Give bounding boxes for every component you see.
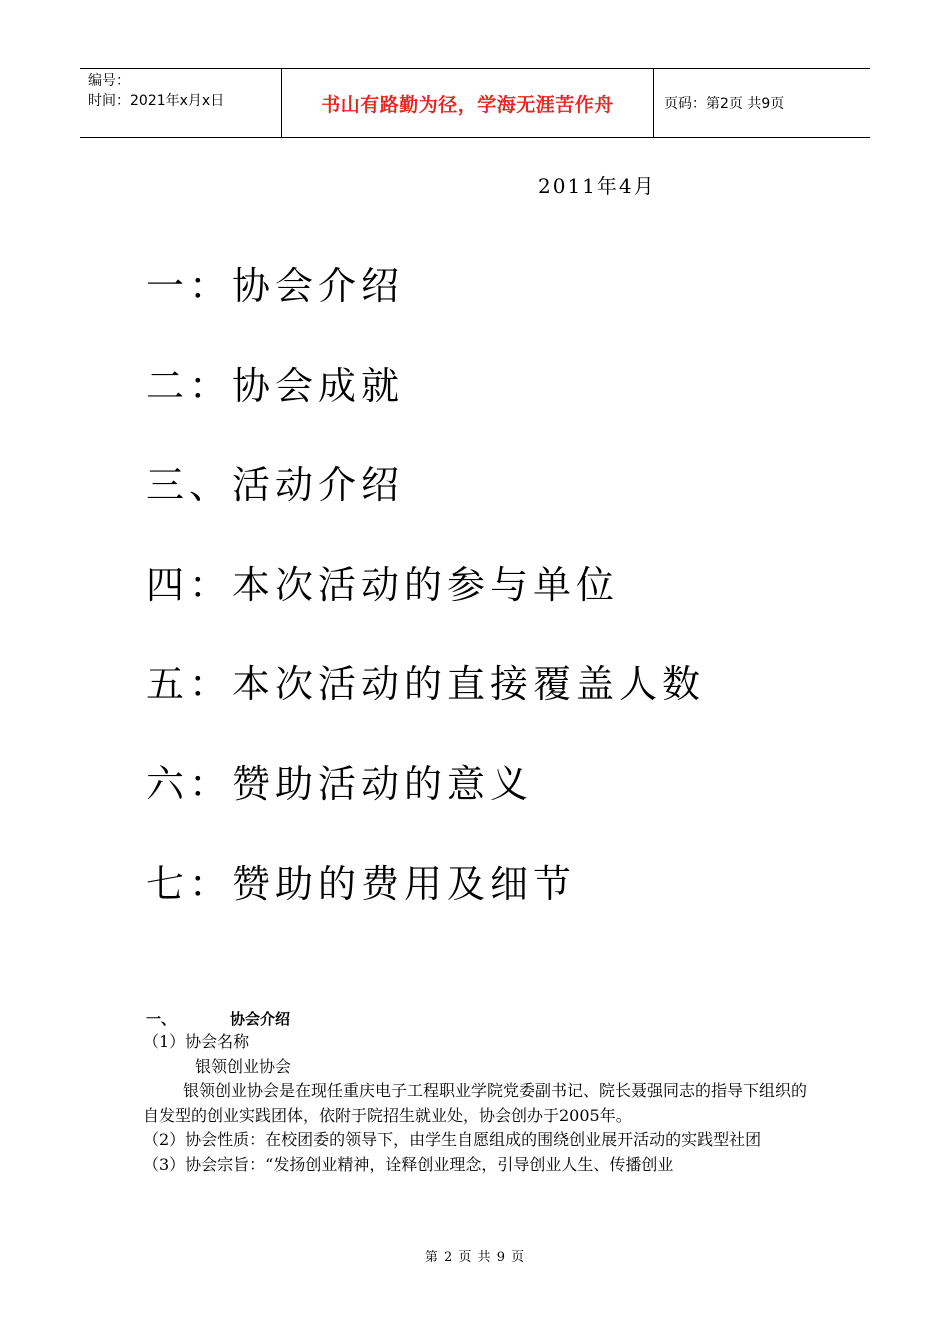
toc-item: 一：协会介绍 — [146, 264, 405, 308]
document-header — [80, 68, 870, 138]
section-heading — [146, 1008, 290, 1029]
footer-page-number: 第 2 页 共 9 页 — [424, 1250, 526, 1265]
toc-item: 三、活动介绍 — [146, 463, 405, 508]
serial-label: 编号： — [88, 73, 130, 89]
page-code: 页码：第2页 共9页 — [664, 96, 785, 112]
table-of-contents — [146, 258, 705, 955]
paragraph: （1）协会名称 — [143, 1032, 250, 1051]
header-motto-cell — [282, 69, 654, 137]
body-text — [143, 1030, 811, 1177]
header-page-cell — [654, 69, 870, 137]
paragraph: （2）协会性质：在校团委的领导下，由学生自愿组成的围绕创业展开活动的实践型社团 — [143, 1130, 762, 1149]
section-title: 协会介绍 — [230, 1010, 291, 1028]
toc-item: 五：本次活动的直接覆盖人数 — [146, 662, 706, 707]
section-number: 一、 — [146, 1010, 177, 1028]
paragraph: 银领创业协会是在现任重庆电子工程职业学院党委副书记、院长聂强同志的指导下组织的自发型的创业实践团体，依附于院招生就业处，协会创办于2005年。 — [143, 1081, 808, 1125]
time-label: 时间：2021年x月x日 — [88, 93, 225, 109]
header-meta — [80, 69, 282, 137]
toc-item: 七：赞助的费用及细节 — [146, 861, 577, 906]
paragraph: （3）协会宗旨：“发扬创业精神，诠释创业理念，引导创业人生、传播创业 — [143, 1154, 674, 1174]
toc-item: 四：本次活动的参与单位 — [146, 562, 620, 607]
toc-item: 六：赞助活动的意义 — [146, 761, 534, 806]
page-footer — [0, 1246, 950, 1265]
toc-item: 二：协会成就 — [146, 363, 405, 408]
document-date: 2011年4月 — [538, 174, 656, 198]
header-motto: 书山有路勤为径，学海无涯苦作舟 — [321, 93, 614, 116]
paragraph: 银领创业协会 — [195, 1056, 292, 1076]
